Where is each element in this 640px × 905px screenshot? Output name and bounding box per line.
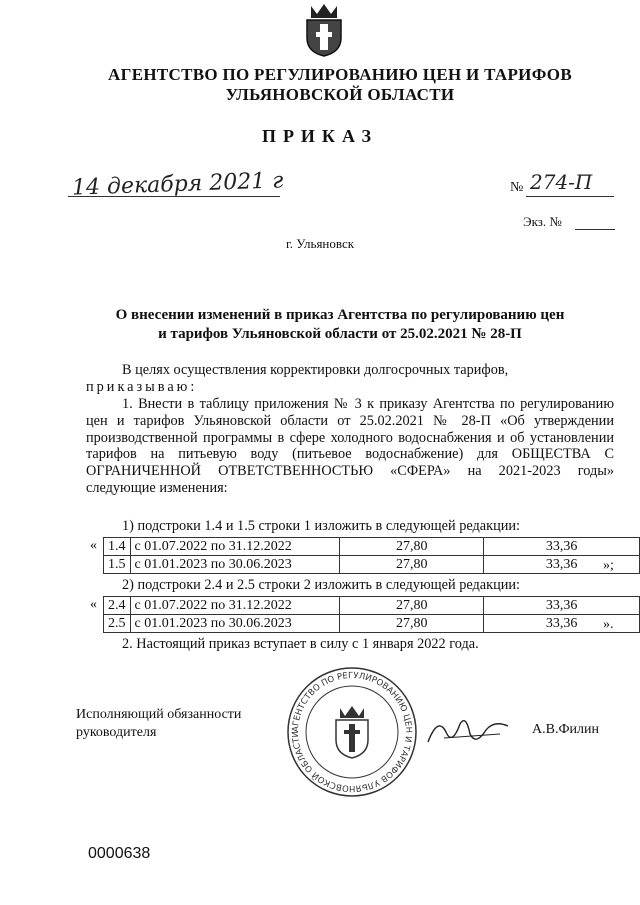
tariff-value-cell: 27,80	[340, 615, 484, 633]
row-number: 1.5	[104, 556, 131, 574]
table-row	[104, 615, 640, 633]
row-number: 2.4	[104, 597, 131, 615]
handwritten-date: 14 декабря 2021 г	[71, 168, 284, 201]
date-underline	[68, 196, 280, 197]
agency-name-line2: УЛЬЯНОВСКОЙ ОБЛАСТИ	[225, 85, 455, 104]
period-cell: с 01.01.2023 по 30.06.2023	[130, 556, 340, 574]
period-cell: с 01.07.2022 по 31.12.2022	[130, 597, 340, 615]
city: г. Ульяновск	[285, 236, 355, 251]
subject-line1: О внесении изменений в приказ Агентства по регулированию цен	[115, 307, 565, 323]
signature-icon	[424, 712, 514, 752]
official-seal-icon	[284, 664, 420, 800]
coat-of-arms-icon	[301, 2, 347, 58]
subpoint-1-heading: 1) подстроки 1.4 и 1.5 строки 1 изложить в следующей редакции:	[122, 518, 520, 534]
agency-name-line1: АГЕНТСТВО ПО РЕГУЛИРОВАНИЮ ЦЕН И ТАРИФОВ	[108, 65, 572, 84]
period-cell: с 01.01.2023 по 30.06.2023	[130, 615, 340, 633]
document-type-title: ПРИКАЗ	[261, 126, 379, 146]
order-word: приказываю:	[86, 379, 198, 395]
tariff-value-vat-cell: 33,36	[484, 556, 640, 574]
copy-number-underline	[575, 229, 615, 230]
row-number: 1.4	[104, 538, 131, 556]
tariff-value-vat-cell: 33,36	[484, 597, 640, 615]
subpoint-2-heading: 2) подстроки 2.4 и 2.5 строки 2 изложить в следующей редакции:	[122, 577, 520, 593]
period-cell: с 01.07.2022 по 31.12.2022	[130, 538, 340, 556]
copy-number-label: Экз. №	[523, 214, 562, 229]
tariff-value-cell: 27,80	[340, 597, 484, 615]
intro-paragraph: В целях осуществления корректировки долгосрочных тарифов,	[122, 362, 509, 378]
tariff-value-cell: 27,80	[340, 556, 484, 574]
tariff-table-2	[103, 596, 640, 633]
tariff-table-1	[103, 537, 640, 574]
document-serial-number: 0000638	[88, 845, 151, 862]
table-row	[104, 597, 640, 615]
quote-open-2: «	[90, 597, 97, 612]
number-label: №	[510, 180, 524, 195]
subject-line2: и тарифов Ульяновской области от 25.02.2021 № 28-П	[158, 326, 522, 342]
signatory-name: А.В.Филин	[532, 722, 599, 737]
table-row	[104, 556, 640, 574]
position-line1: Исполняющий обязанности	[76, 707, 242, 722]
quote-close-1: »;	[603, 558, 614, 573]
tariff-value-vat-cell: 33,36	[484, 538, 640, 556]
point-1-paragraph: 1. Внести в таблицу приложения № 3 к приказу Агентства по регулированию цен и тарифов Ульяновской области от 25.02.2021 № 28-П «Об утверждении производственной программы в сфере холодного водоснабжения и об установлении тарифов на питьевую воду (питьевое водоснабжение) для ОБЩЕСТВА С ОГРАНИЧЕННОЙ ОТВЕТСТВЕННОСТЬЮ «СФЕРА» на 2021-2023 годы» следующие изменения:	[86, 396, 614, 496]
quote-close-2: ».	[603, 617, 614, 632]
position-line2: руководителя	[76, 725, 157, 740]
tariff-value-vat-cell: 33,36	[484, 615, 640, 633]
order-subject	[105, 306, 575, 344]
seal-text: АГЕНТСТВО ПО РЕГУЛИРОВАНИЮ ЦЕН И ТАРИФОВ УЛЬЯНОВСКОЙ ОБЛАСТИ	[290, 670, 414, 794]
row-number: 2.5	[104, 615, 131, 633]
point-2-paragraph: 2. Настоящий приказ вступает в силу с 1 января 2022 года.	[122, 636, 479, 652]
signatory-position	[76, 706, 241, 742]
tariff-value-cell: 27,80	[340, 538, 484, 556]
table-row	[104, 538, 640, 556]
handwritten-number: 274-П	[530, 170, 593, 194]
number-underline	[526, 196, 614, 197]
quote-open-1: «	[90, 538, 97, 553]
